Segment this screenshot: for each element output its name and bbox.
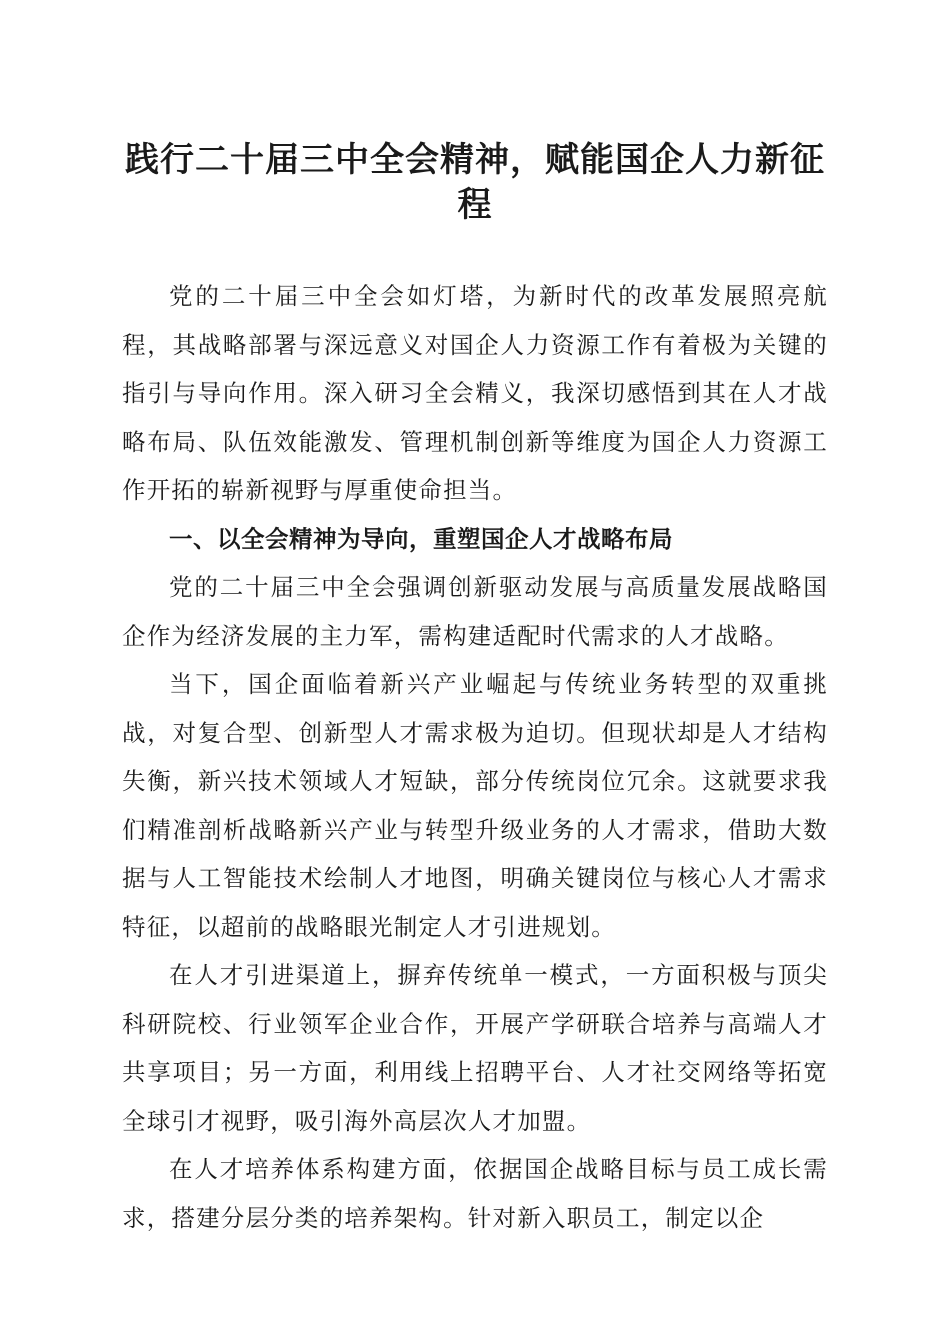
document-body bbox=[122, 272, 828, 1242]
body-paragraph: 在人才培养体系构建方面，依据国企战略目标与员工成长需求，搭建分层分类的培养架构。针对新入职员工，制定以企 bbox=[122, 1155, 828, 1232]
body-paragraph: 党的二十届三中全会强调创新驱动发展与高质量发展战略国企作为经济发展的主力军，需构建适配时代需求的人才战略。 bbox=[122, 573, 828, 650]
intro-paragraph: 党的二十届三中全会如灯塔，为新时代的改革发展照亮航程，其战略部署与深远意义对国企人力资源工作有着极为关键的指引与导向作用。深入研习全会精义，我深切感悟到其在人才战略布局、队伍效能激发、管理机制创新等维度为国企人力资源工作开拓的崭新视野与厚重使命担当。 bbox=[122, 282, 828, 504]
document-title: 践行二十届三中全会精神，赋能国企人力新征程 bbox=[125, 140, 825, 225]
body-paragraph: 在人才引进渠道上，摒弃传统单一模式，一方面积极与顶尖科研院校、行业领军企业合作，开展产学研联合培养与高端人才共享项目；另一方面，利用线上招聘平台、人才社交网络等拓宽全球引才视野，吸引海外高层次人才加盟。 bbox=[122, 961, 828, 1135]
section-heading: 一、以全会精神为导向，重塑国企人才战略布局 bbox=[169, 524, 673, 553]
body-paragraph: 当下，国企面临着新兴产业崛起与传统业务转型的双重挑战，对复合型、创新型人才需求极为迫切。但现状却是人才结构失衡，新兴技术领域人才短缺，部分传统岗位冗余。这就要求我们精准剖析战略新兴产业与转型升级业务的人才需求，借助大数据与人工智能技术绘制人才地图，明确关键岗位与核心人才需求特征，以超前的战略眼光制定人才引进规划。 bbox=[122, 670, 828, 941]
